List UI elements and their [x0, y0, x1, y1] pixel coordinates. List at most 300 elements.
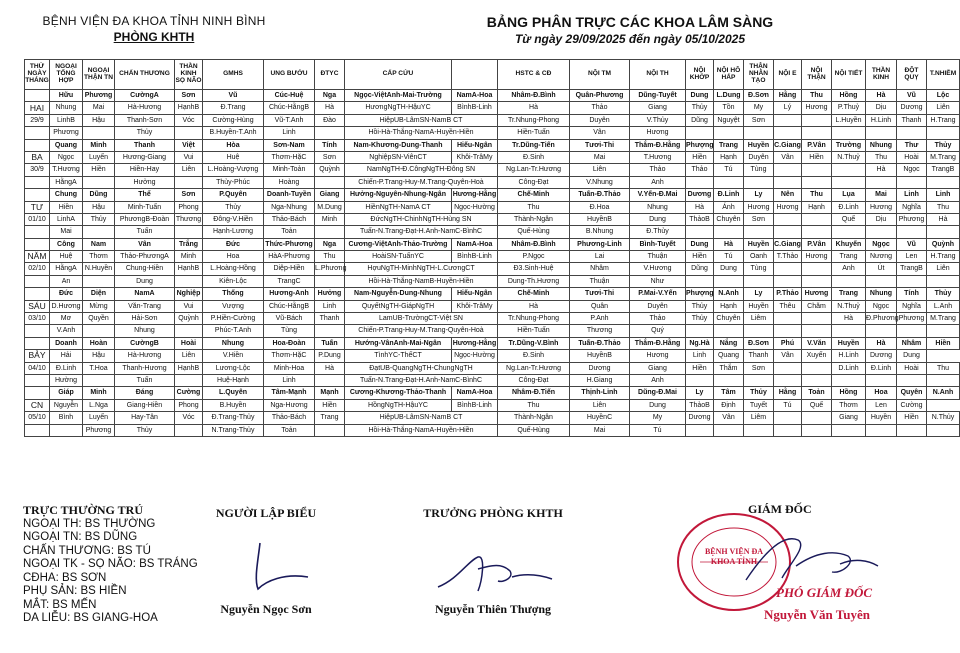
table-cell: Ngọc-ViệtAnh-Mai-Trường — [345, 90, 452, 102]
table-cell: Dương — [897, 102, 927, 114]
table-cell: NamA — [115, 288, 175, 300]
table-cell: Luyến — [83, 412, 115, 424]
table-cell — [927, 424, 960, 436]
table-cell: Thư — [897, 139, 927, 151]
table-cell: T.Thảo — [774, 251, 802, 263]
table-cell — [774, 114, 802, 126]
table-cell: V.Anh — [50, 325, 83, 337]
day-cell — [25, 189, 50, 201]
table-cell: Phú — [774, 337, 802, 349]
table-cell: QuyếtNgTH-GiápNgTH — [345, 300, 452, 312]
table-cell: LinhB — [50, 114, 83, 126]
table-cell — [774, 213, 802, 225]
table-cell: Thảo-PhươngA — [115, 251, 175, 263]
table-cell: Trường — [832, 139, 866, 151]
table-cell: Vũ — [203, 90, 264, 102]
table-cell: Hà — [832, 313, 866, 325]
table-row — [25, 127, 960, 139]
table-cell: ĐứcNgTH-ChinhNgTH-Hùng SN — [345, 213, 498, 225]
table-cell — [315, 176, 345, 188]
table-cell: Đ.Trang-Thủy — [203, 412, 264, 424]
table-cell: My — [630, 412, 686, 424]
head-signature-block — [408, 506, 578, 617]
table-cell — [175, 226, 203, 238]
table-row — [25, 189, 960, 201]
day-cell — [25, 374, 50, 386]
table-cell: Tâm — [714, 387, 744, 399]
table-cell: L.Hoàng-Vượng — [203, 164, 264, 176]
table-cell: Ngọc — [866, 238, 897, 250]
table-cell: Đào — [315, 114, 345, 126]
table-cell: Liên — [927, 263, 960, 275]
table-cell: Thắm-Đ.Hằng — [630, 337, 686, 349]
table-cell — [802, 127, 832, 139]
table-cell: Trang — [714, 139, 744, 151]
table-cell: P.Thuỷ — [832, 102, 866, 114]
director-signature — [736, 522, 886, 592]
table-cell: Tuấn-N.Trang-Đạt-H.Anh-NamC-BìnhC — [345, 374, 498, 386]
table-cell: Ngọc-Hường — [452, 201, 498, 213]
table-cell: Chế-Minh — [498, 189, 570, 201]
table-cell: L.Huyền — [832, 114, 866, 126]
column-header: THỨ NGÀY THÁNG — [25, 60, 50, 90]
table-cell: Dũng — [686, 114, 714, 126]
table-row — [25, 412, 960, 424]
date-cell: 01/10 — [25, 213, 50, 225]
table-cell: Hiền-Hay — [115, 164, 175, 176]
table-cell: Hạnh-Lương — [203, 226, 264, 238]
table-cell: Quỳnh — [315, 164, 345, 176]
table-cell: Như — [630, 275, 686, 287]
table-row — [25, 325, 960, 337]
table-cell: H.Linh — [832, 350, 866, 362]
table-cell: Thu — [866, 151, 897, 163]
table-cell: TrangB — [927, 164, 960, 176]
table-cell: V.Hiền — [203, 350, 264, 362]
table-cell — [315, 325, 345, 337]
table-cell: Hiền — [802, 151, 832, 163]
table-cell — [802, 275, 832, 287]
table-cell: Phương — [897, 213, 927, 225]
table-cell: Hải — [50, 350, 83, 362]
table-cell: Thơm-HặC — [264, 151, 315, 163]
table-cell: Dung — [686, 238, 714, 250]
table-cell: Thuận — [630, 251, 686, 263]
table-cell: Vũ-T.Anh — [264, 114, 315, 126]
table-cell: Hoa — [866, 387, 897, 399]
table-cell: Thơm — [832, 399, 866, 411]
table-cell: Hương — [630, 350, 686, 362]
table-cell: Hương — [802, 288, 832, 300]
table-cell: Vũ — [897, 238, 927, 250]
table-cell: Hà — [315, 102, 345, 114]
table-cell — [714, 374, 744, 386]
table-row — [25, 213, 960, 225]
table-cell: Thảo — [570, 102, 630, 114]
table-cell — [802, 213, 832, 225]
table-cell: Hoài — [897, 151, 927, 163]
column-header: NGOẠI THẬN TN — [83, 60, 115, 90]
table-cell: L.Anh — [927, 300, 960, 312]
table-cell: Hà — [866, 90, 897, 102]
table-cell: N.Anh — [714, 288, 744, 300]
table-cell: Ánh — [714, 201, 744, 213]
table-cell: Duyên — [570, 114, 630, 126]
table-cell: Lộc — [927, 90, 960, 102]
table-cell: Quế — [802, 399, 832, 411]
table-cell: Hường — [50, 374, 83, 386]
weekday-cell: HAI — [25, 102, 50, 114]
table-cell: Liêm — [744, 313, 774, 325]
table-cell — [175, 127, 203, 139]
table-cell: Sơn — [175, 189, 203, 201]
table-cell: Dương — [686, 189, 714, 201]
table-cell: Hương — [774, 201, 802, 213]
table-cell: Dịu — [866, 102, 897, 114]
table-cell: Hương — [802, 102, 832, 114]
table-cell: Lương-Lộc — [203, 362, 264, 374]
table-cell: Anh — [832, 263, 866, 275]
table-cell — [714, 325, 744, 337]
table-cell: Khuyến — [832, 238, 866, 250]
table-cell: Huyền — [832, 337, 866, 349]
table-cell — [686, 325, 714, 337]
table-cell — [866, 275, 897, 287]
table-cell: Nhâm-Đ.Tiến — [498, 387, 570, 399]
table-cell: TrangC — [264, 275, 315, 287]
table-cell: Hậu — [83, 114, 115, 126]
table-cell: Vân — [774, 350, 802, 362]
table-cell: C.Giang — [774, 238, 802, 250]
table-cell: Anh — [630, 374, 686, 386]
table-row — [25, 350, 960, 362]
table-cell: Duyên — [630, 300, 686, 312]
table-cell: Hằng — [774, 387, 802, 399]
table-cell: Huyền — [744, 238, 774, 250]
table-cell: Đ.Linh — [714, 189, 744, 201]
table-cell: Linh — [264, 374, 315, 386]
table-cell: Minh — [83, 139, 115, 151]
table-cell: Hòa — [203, 139, 264, 151]
table-cell: Nghĩa — [897, 201, 927, 213]
table-cell: Đ.Sinh — [498, 151, 570, 163]
table-cell: Thanh — [115, 139, 175, 151]
table-cell: Thành-Ngân — [498, 412, 570, 424]
table-cell: Nhung — [630, 201, 686, 213]
table-cell — [927, 275, 960, 287]
column-header: GMHS — [203, 60, 264, 90]
table-cell: Nguyệt — [714, 114, 744, 126]
table-cell — [714, 127, 744, 139]
hospital-name: BỆNH VIỆN ĐA KHOA TỈNH NINH BÌNH — [42, 14, 266, 28]
table-cell: Lai — [570, 251, 630, 263]
table-cell: Tuấn — [115, 374, 175, 386]
column-header: NỘI TH — [630, 60, 686, 90]
table-cell — [832, 374, 866, 386]
table-cell: Huyền — [744, 139, 774, 151]
table-cell: Tú — [714, 251, 744, 263]
preparer-signature-block — [196, 506, 336, 617]
table-row — [25, 201, 960, 213]
table-cell: Nga-Nhung — [264, 201, 315, 213]
table-cell — [927, 127, 960, 139]
day-cell — [25, 238, 50, 250]
table-cell: Vui — [175, 151, 203, 163]
table-cell: Giáp — [50, 387, 83, 399]
table-cell: Ngọc — [50, 151, 83, 163]
table-cell: Mai — [83, 102, 115, 114]
table-cell: Ly — [744, 288, 774, 300]
table-cell: Đ.Linh — [832, 201, 866, 213]
table-cell: Dung — [630, 213, 686, 225]
table-cell: Hương-Anh — [264, 288, 315, 300]
table-cell: Hiền — [927, 337, 960, 349]
table-cell: Thảo — [686, 164, 714, 176]
table-cell — [897, 127, 927, 139]
table-cell — [866, 176, 897, 188]
table-row — [25, 263, 960, 275]
table-cell: Hồi-Hà-Thắng-NamA-Huyền-Hiền — [345, 424, 498, 436]
table-cell — [175, 176, 203, 188]
table-cell: Anh — [630, 176, 686, 188]
table-cell: Hiếu-Ngân — [452, 288, 498, 300]
table-cell: Quân-Phương — [570, 90, 630, 102]
table-cell: Liên — [570, 164, 630, 176]
table-cell: P.Hiền-Cường — [203, 313, 264, 325]
table-cell — [686, 127, 714, 139]
director-title: GIÁM ĐỐC — [748, 502, 812, 516]
table-cell: Thắm — [714, 362, 744, 374]
table-cell: Huệ — [203, 151, 264, 163]
table-cell: Thảo-Bách — [264, 213, 315, 225]
table-cell — [802, 313, 832, 325]
duty-line: CĐHA: BS SƠN — [23, 571, 107, 584]
table-cell — [897, 176, 927, 188]
table-cell: Thảo — [630, 313, 686, 325]
table-cell — [83, 226, 115, 238]
duty-line: PHỤ SẢN: BS HIỀN — [23, 585, 127, 597]
table-cell: Đức — [50, 288, 83, 300]
table-cell: Quế — [832, 213, 866, 225]
table-cell: Giang — [315, 189, 345, 201]
table-cell: Dũng — [83, 189, 115, 201]
table-cell — [175, 424, 203, 436]
table-cell: Tính — [315, 139, 345, 151]
duty-line: NGOẠI TH: BS THƯỜNG — [23, 517, 156, 530]
table-cell: Hà-Hương — [115, 350, 175, 362]
table-cell: Nhung — [866, 288, 897, 300]
table-cell: Quỳnh — [175, 313, 203, 325]
table-cell: CườngA — [115, 90, 175, 102]
table-cell: Thảo — [630, 164, 686, 176]
table-cell: Hương — [630, 127, 686, 139]
schedule-table — [24, 59, 960, 437]
table-cell: Vũ-Bách — [264, 313, 315, 325]
column-header: THẦN KINH SỌ NÃO — [175, 60, 203, 90]
table-cell: Đ.Sơn — [744, 90, 774, 102]
table-cell: Thêu — [774, 300, 802, 312]
table-cell: Thu — [498, 399, 570, 411]
table-cell: NamA-Hoa — [452, 387, 498, 399]
table-cell: Thanh — [744, 350, 774, 362]
table-cell: Sơn — [744, 362, 774, 374]
table-cell: Nhung — [866, 139, 897, 151]
table-cell: P.Anh — [570, 313, 630, 325]
table-cell: Sơn — [744, 114, 774, 126]
table-cell: Ly — [686, 387, 714, 399]
table-cell: Quỳnh — [927, 238, 960, 250]
table-cell: BìnhB-Linh — [452, 399, 498, 411]
date-cell: 04/10 — [25, 362, 50, 374]
table-cell: Hiền — [686, 362, 714, 374]
table-header-row — [25, 60, 960, 90]
table-cell: V.Yến-Đ.Mai — [630, 189, 686, 201]
table-row — [25, 300, 960, 312]
table-cell — [744, 176, 774, 188]
table-row — [25, 387, 960, 399]
table-cell: Thủy — [927, 139, 960, 151]
table-cell — [686, 424, 714, 436]
table-cell: Ng.Hà — [686, 337, 714, 349]
table-cell: Hà-Hương — [115, 102, 175, 114]
table-cell: Hương-Giang — [115, 151, 175, 163]
table-cell: Hương — [802, 251, 832, 263]
table-cell: Minh — [315, 213, 345, 225]
page-header — [0, 0, 940, 58]
table-cell: Mai — [866, 189, 897, 201]
table-cell: ĐạtUB-QuangNgTH-ChungNgTH — [345, 362, 498, 374]
table-cell: Mai — [50, 226, 83, 238]
table-cell — [927, 226, 960, 238]
table-cell — [83, 325, 115, 337]
table-cell: Tuấn — [115, 226, 175, 238]
table-cell — [774, 374, 802, 386]
table-cell: Cúc-Huệ — [264, 90, 315, 102]
table-cell — [832, 164, 866, 176]
table-cell: Huệ-Hạnh — [203, 374, 264, 386]
table-cell — [175, 275, 203, 287]
table-row — [25, 114, 960, 126]
table-cell: HàA-Phương — [264, 251, 315, 263]
table-row — [25, 399, 960, 411]
table-cell: Thủy — [686, 300, 714, 312]
table-cell — [774, 127, 802, 139]
table-cell — [774, 176, 802, 188]
table-cell: Dung — [115, 275, 175, 287]
table-cell: Công-Đạt — [498, 176, 570, 188]
table-cell: Phương — [897, 313, 927, 325]
table-cell — [774, 275, 802, 287]
head-name: Nguyễn Thiên Thượng — [434, 602, 552, 616]
table-cell: Trắng — [175, 238, 203, 250]
table-cell: Đ.Linh — [50, 362, 83, 374]
table-cell: Dung — [686, 90, 714, 102]
table-cell: Quang — [714, 350, 744, 362]
table-cell: Vân — [115, 238, 175, 250]
table-cell: My — [744, 102, 774, 114]
table-cell: L.Phương — [315, 263, 345, 275]
column-header: HSTC & CĐ — [498, 60, 570, 90]
table-cell: H.Giang — [570, 374, 630, 386]
table-cell: NghiệpSN-ViênCT — [345, 151, 452, 163]
table-cell: Tr.Dũng-V.Bình — [498, 337, 570, 349]
table-cell — [832, 127, 866, 139]
table-cell: Hồng — [832, 90, 866, 102]
table-cell: BìnhB-Linh — [452, 102, 498, 114]
department-name: PHÒNG KHTH — [113, 30, 195, 44]
table-cell: Tuấn-N.Trang-Đạt-H.Anh-NamC-BìnhC — [345, 226, 498, 238]
column-header: NGOẠI TỔNG HỢP — [50, 60, 83, 90]
table-cell: Minh — [175, 251, 203, 263]
table-cell — [866, 424, 897, 436]
table-cell: Hồi-Hà-Thắng-NamB-Huyền-Hiền — [345, 275, 498, 287]
table-cell: NamA-Hoa — [452, 238, 498, 250]
table-cell — [897, 226, 927, 238]
table-cell — [802, 362, 832, 374]
table-cell: Minh-Tuấn — [115, 201, 175, 213]
column-header: NỘI THẬN — [802, 60, 832, 90]
table-cell: Quyền — [83, 313, 115, 325]
table-cell — [315, 127, 345, 139]
table-cell: Chúc-HằngB — [264, 300, 315, 312]
table-row — [25, 251, 960, 263]
table-cell: Tuấn-Đ.Thảo — [570, 337, 630, 349]
table-cell: Sơn — [175, 90, 203, 102]
table-cell: Phong — [175, 399, 203, 411]
table-cell: Hiền — [686, 251, 714, 263]
table-cell: Hà — [866, 337, 897, 349]
day-cell — [25, 288, 50, 300]
table-cell: H.Trang — [927, 114, 960, 126]
table-cell: Khôi-TrâMy — [452, 151, 498, 163]
table-cell: Hậu — [83, 201, 115, 213]
table-cell: Tuyết — [744, 399, 774, 411]
table-cell: Chiến-P.Trang-Huy-M.Trang-Quyên-Hoà — [345, 325, 498, 337]
table-cell: P.Vân — [802, 238, 832, 250]
table-cell — [686, 226, 714, 238]
table-cell: Hà — [315, 362, 345, 374]
table-cell: Ng.Lan-Tr.Hương — [498, 362, 570, 374]
table-cell: Phương — [83, 424, 115, 436]
column-header: NỘI E — [774, 60, 802, 90]
table-cell: Diện — [83, 288, 115, 300]
table-cell — [315, 275, 345, 287]
table-cell: Tuấn-Đ.Thảo — [570, 189, 630, 201]
table-cell: Linh — [927, 189, 960, 201]
table-cell: Thu — [927, 201, 960, 213]
table-cell: Nga — [315, 90, 345, 102]
table-cell: Lý — [774, 102, 802, 114]
table-cell: Sơn — [315, 151, 345, 163]
table-cell — [897, 275, 927, 287]
column-header: NỘI TIẾT — [832, 60, 866, 90]
table-cell: Dung — [630, 399, 686, 411]
table-cell — [802, 164, 832, 176]
table-row — [25, 102, 960, 114]
table-cell: Tươi-Thi — [570, 139, 630, 151]
table-cell: Diệp-Hiền — [264, 263, 315, 275]
table-cell: Thể — [115, 189, 175, 201]
table-cell: Thanh-Hương — [115, 362, 175, 374]
resident-duty-list — [23, 504, 198, 626]
table-cell: Vui — [175, 300, 203, 312]
table-cell: Đ.Trang — [203, 102, 264, 114]
table-cell: Chung — [50, 189, 83, 201]
table-cell: Hà — [714, 238, 744, 250]
table-row — [25, 374, 960, 386]
table-cell: Thu — [927, 362, 960, 374]
table-cell: Phương — [83, 90, 115, 102]
